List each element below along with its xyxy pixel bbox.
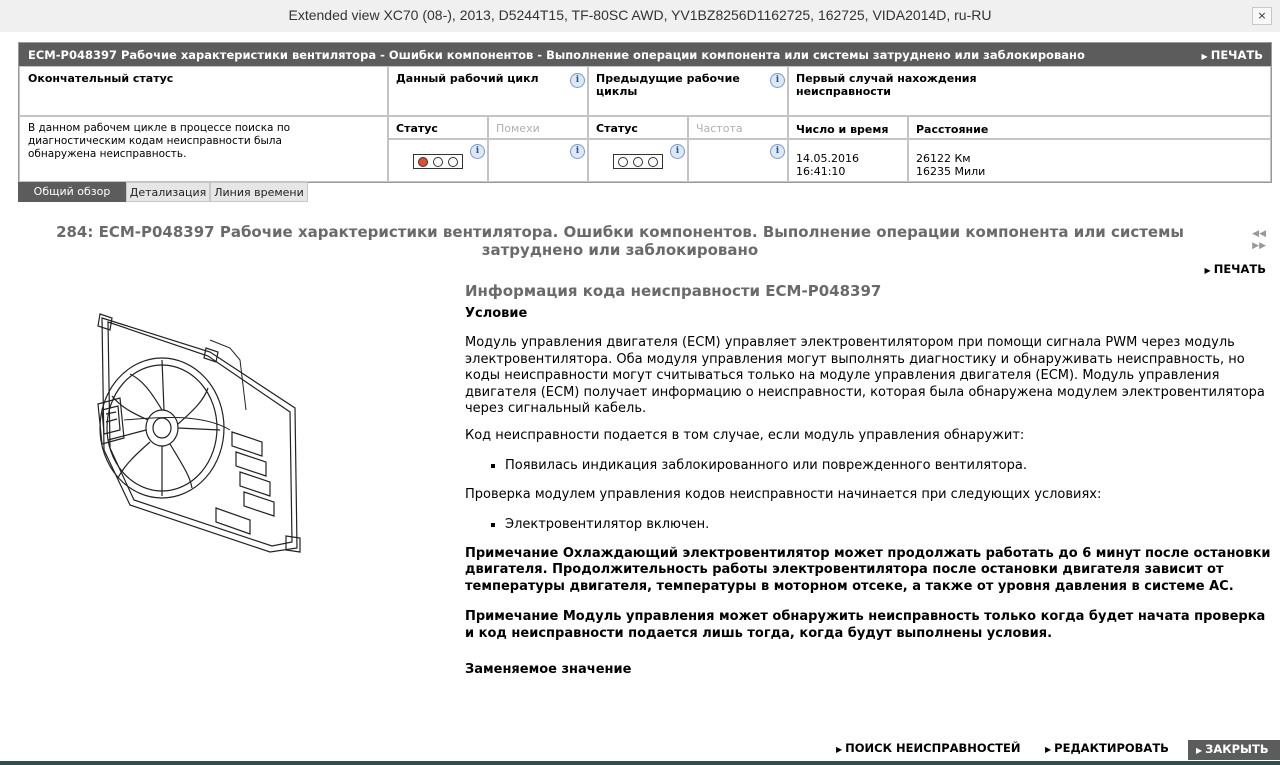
final-status-cell <box>19 116 388 182</box>
bottom-action-bar <box>0 737 1280 761</box>
note: Примечание Модуль управления может обнаружить неисправность только когда будет начата проверка и код неисправности подается лишь тогда, когда будут выполнены условия. <box>465 609 1266 641</box>
first-occurrence-header <box>788 66 1271 116</box>
start-condition-list <box>465 517 1273 534</box>
note: Примечание Охлаждающий электровентилятор может продолжать работать до 6 минут после остановки двигателя. Продолжительность работы электровентилятора после остановки двигателя зависит от температуры двигателя, температуры в моторном отсеке, а также от уровня давления в системе AC. <box>465 545 1271 594</box>
troubleshoot-label: ПОИСК НЕИСПРАВНОСТЕЙ <box>845 741 1021 755</box>
datetime-col-header <box>788 116 908 139</box>
paragraph: Код неисправности подается в том случае, если модуль управления обнаружит: <box>465 427 1025 443</box>
interference-label: Помехи <box>496 122 540 135</box>
info-icon[interactable]: i <box>570 73 585 88</box>
current-status-lights <box>413 154 463 169</box>
close-label: ЗАКРЫТЬ <box>1205 742 1269 756</box>
dtc-panel-title: ECM-P048397 Рабочие характеристики вентилятора - Ошибки компонентов - Выполнение операции компонента или системы затруднено или заблокировано <box>28 48 1085 62</box>
previous-status-cell <box>588 139 688 182</box>
edit-button[interactable] <box>1045 741 1169 755</box>
dtc-panel-header <box>19 43 1271 66</box>
doc-print-button[interactable] <box>1205 262 1266 276</box>
arrow-right-icon: ▶ <box>1201 52 1208 61</box>
arrow-right-icon: ▶ <box>1045 745 1052 754</box>
previous-cycles-header <box>588 66 788 116</box>
arrow-right-icon: ▶ <box>1204 266 1211 275</box>
taskbar-strip <box>0 761 1280 765</box>
cooling-fan-illustration <box>90 300 305 560</box>
nav-arrows[interactable] <box>1252 228 1266 252</box>
edit-label: РЕДАКТИРОВАТЬ <box>1054 741 1169 755</box>
previous-cycles-label: Предыдущие рабочие циклы <box>596 72 740 98</box>
previous-status-label: Статус <box>596 122 638 135</box>
paragraph: Проверка модулем управления кодов неисправности начинается при следующих условиях: <box>465 486 1102 502</box>
tab-details[interactable]: Детализация <box>126 182 210 202</box>
dtc-status-panel <box>18 42 1272 183</box>
window-title: Extended view XC70 (08-), 2013, D5244T15, TF-80SC AWD, YV1BZ8256D1162725, 162725, VIDA2014D, ru-RU <box>288 7 992 23</box>
frequency-col-header <box>688 116 788 139</box>
list-item: ▪ Электровентилятор включен. <box>505 517 1273 534</box>
info-icon[interactable]: i <box>670 144 685 159</box>
frequency-label: Частота <box>696 122 743 135</box>
status-light <box>648 157 658 167</box>
previous-status-col-header <box>588 116 688 139</box>
status-light-active <box>418 157 428 167</box>
status-light <box>633 157 643 167</box>
doc-print-label: ПЕЧАТЬ <box>1213 262 1266 276</box>
datetime-cell <box>788 139 908 182</box>
next-icon[interactable]: ▶▶ <box>1252 241 1266 251</box>
close-button[interactable] <box>1188 740 1280 760</box>
info-icon[interactable]: i <box>470 144 485 159</box>
frequency-cell <box>688 139 788 182</box>
troubleshoot-button[interactable] <box>836 741 1020 755</box>
window-close-button[interactable]: × <box>1252 7 1272 25</box>
distance-col-header <box>908 116 1271 139</box>
prev-icon[interactable]: ◀◀ <box>1252 229 1266 239</box>
replacement-value-heading: Заменяемое значение <box>465 662 632 677</box>
current-cycle-label: Данный рабочий цикл <box>396 72 539 85</box>
panel-print-button[interactable] <box>1202 48 1263 62</box>
final-status-header <box>19 66 388 116</box>
final-status-text: В данном рабочем цикле в процессе поиска по диагностическим кодам неисправности была обнаружена неисправность. <box>28 122 291 160</box>
occurrence-time: 16:41:10 <box>796 165 846 178</box>
first-occurrence-label: Первый случай нахождения неисправности <box>796 72 977 98</box>
condition-heading: Условие <box>465 305 528 321</box>
current-status-label: Статус <box>396 122 438 135</box>
occurrence-date: 14.05.2016 <box>796 152 859 165</box>
distance-miles: 16235 Мили <box>916 165 986 178</box>
condition-list <box>465 458 1273 475</box>
tab-overview[interactable]: Общий обзор <box>18 182 126 202</box>
dtc-info-content <box>465 283 1273 689</box>
info-icon[interactable]: i <box>770 144 785 159</box>
list-item: ▪ Появилась индикация заблокированного или поврежденного вентилятора. <box>505 458 1273 475</box>
panel-print-label: ПЕЧАТЬ <box>1210 48 1263 62</box>
status-light <box>618 157 628 167</box>
previous-status-lights <box>613 154 663 169</box>
arrow-right-icon: ▶ <box>836 745 843 754</box>
distance-km: 26122 Км <box>916 152 971 165</box>
current-status-cell <box>388 139 488 182</box>
window-titlebar <box>0 0 1280 32</box>
distance-cell <box>908 139 1271 182</box>
info-icon[interactable]: i <box>570 144 585 159</box>
paragraph: Модуль управления двигателя (ECM) управляет электровентилятором при помощи сигнала PWM через модуль электровентилятора. Оба модуля управления могут выполнять диагностику и обнаруживать неисправность, но коды неисправности могут считываться только на модуле управления двигателя (ECM). Модуль управления двигателя (ECM) получает информацию о неисправности, которая была обнаружена модулем электровентилятора через сигнальный кабель. <box>465 335 1265 416</box>
info-icon[interactable]: i <box>770 73 785 88</box>
tab-timeline[interactable]: Линия времени <box>210 182 308 202</box>
status-light <box>433 157 443 167</box>
dtc-info-heading: Информация кода неисправности ECM-P048397 <box>465 282 882 300</box>
current-status-col-header <box>388 116 488 139</box>
interference-cell <box>488 139 588 182</box>
current-cycle-header <box>388 66 588 116</box>
interference-col-header <box>488 116 588 139</box>
page-title: 284: ECM-P048397 Рабочие характеристики вентилятора. Ошибки компонентов. Выполнение операции компонента или системы затруднено или заблокировано <box>56 223 1184 259</box>
distance-label: Расстояние <box>916 123 989 136</box>
status-light <box>448 157 458 167</box>
datetime-label: Число и время <box>796 123 889 136</box>
arrow-right-icon: ▶ <box>1196 746 1203 755</box>
final-status-label: Окончательный статус <box>28 72 174 85</box>
